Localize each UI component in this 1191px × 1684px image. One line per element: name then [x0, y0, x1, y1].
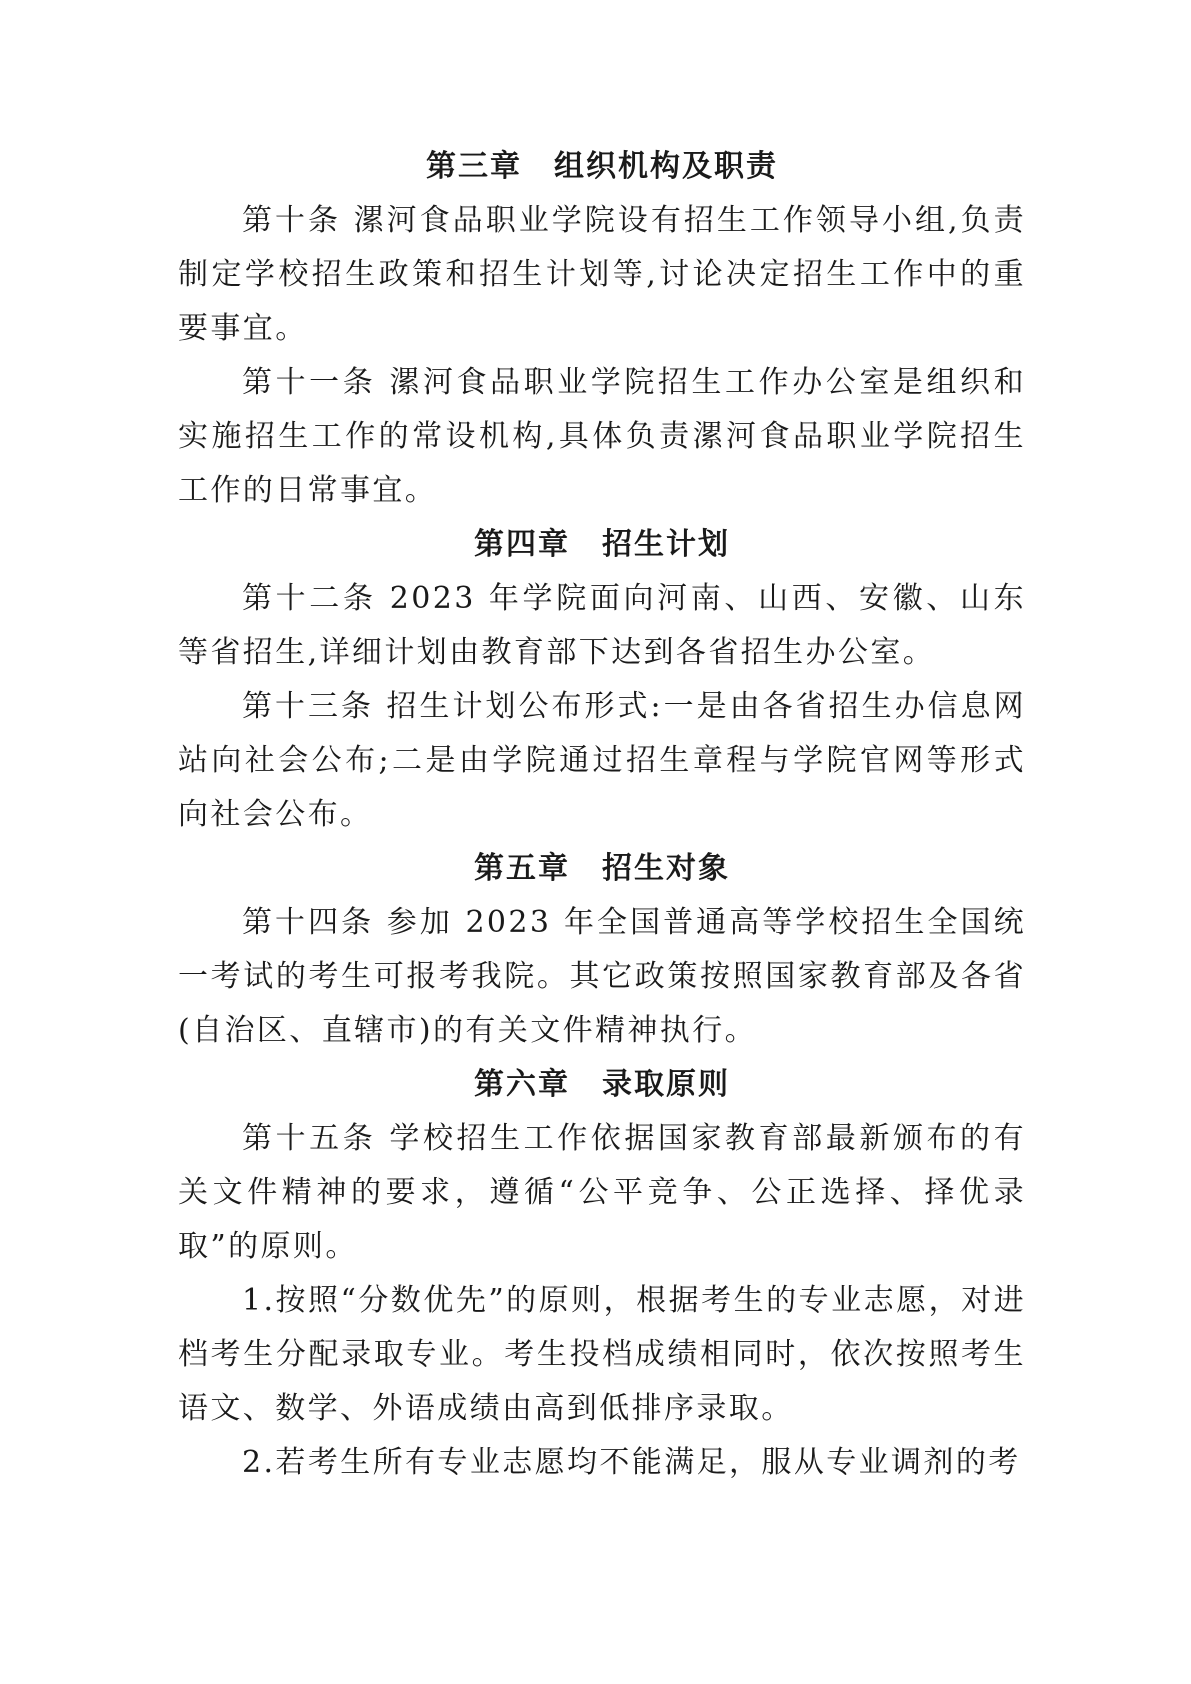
article-13: 第十三条 招生计划公布形式:一是由各省招生办信息网站向社会公布;二是由学院通过招生章程与学院官网等形式向社会公布。: [178, 689, 1026, 832]
chapter-heading-4: 第四章 招生计划: [474, 527, 730, 562]
chapter-heading-5: 第五章 招生对象: [474, 851, 730, 886]
article-10: 第十条 漯河食品职业学院设有招生工作领导小组,负责制定学校招生政策和招生计划等,讨论决定招生工作中的重要事宜。: [178, 203, 1026, 346]
article-15: 第十五条 学校招生工作依据国家教育部最新颁布的有关文件精神的要求，遵循“公平竞争、公正选择、择优录取”的原则。: [178, 1121, 1026, 1264]
article-14: 第十四条 参加 2023 年全国普通高等学校招生全国统一考试的考生可报考我院。其它政策按照国家教育部及各省(自治区、直辖市)的有关文件精神执行。: [178, 905, 1026, 1048]
article-15-item-1: 1.按照“分数优先”的原则，根据考生的专业志愿，对进档考生分配录取专业。考生投档成绩相同时，依次按照考生语文、数学、外语成绩由高到低排序录取。: [178, 1283, 1026, 1426]
article-11: 第十一条 漯河食品职业学院招生工作办公室是组织和实施招生工作的常设机构,具体负责漯河食品职业学院招生工作的日常事宜。: [178, 365, 1026, 508]
chapter-heading-3: 第三章 组织机构及职责: [426, 149, 778, 184]
article-12: 第十二条 2023 年学院面向河南、山西、安徽、山东等省招生,详细计划由教育部下达到各省招生办公室。: [178, 581, 1026, 670]
document-body: [178, 140, 1026, 1490]
article-15-item-2: 2.若考生所有专业志愿均不能满足，服从专业调剂的考: [242, 1445, 1021, 1480]
chapter-heading-6: 第六章 录取原则: [474, 1067, 730, 1102]
